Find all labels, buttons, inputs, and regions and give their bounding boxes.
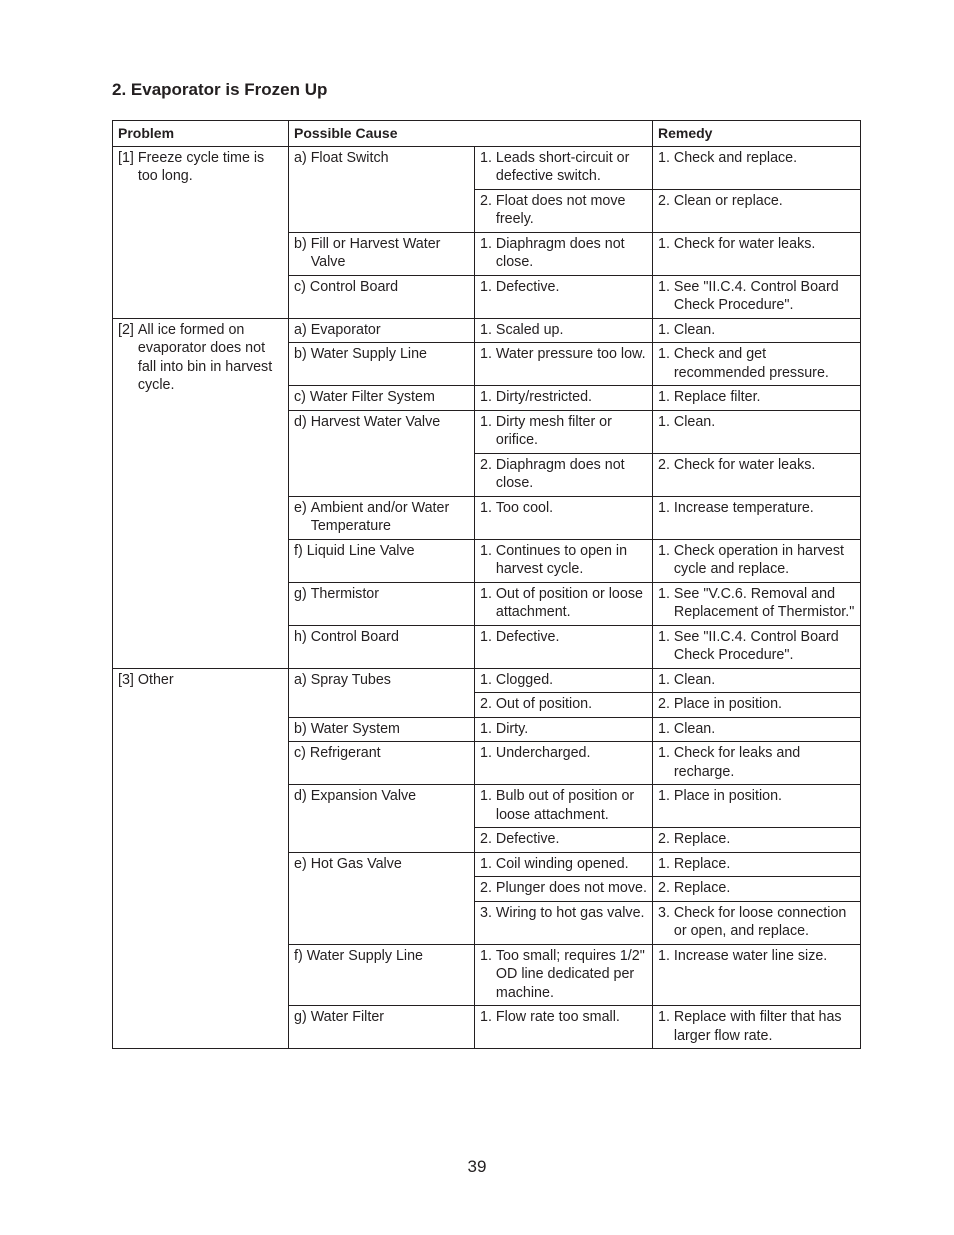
cause-number: b) <box>294 346 311 362</box>
remedy <box>658 787 856 806</box>
cause-detail-number: 1. <box>480 745 496 761</box>
cause-detail-number: 1. <box>480 149 496 166</box>
cause-detail-number: 1. <box>480 413 496 430</box>
remedy <box>658 542 856 579</box>
remedy-cell <box>653 453 861 496</box>
remedy-cell <box>653 625 861 668</box>
cause-cell <box>289 944 475 1006</box>
cause-detail-number: 1. <box>480 585 496 602</box>
cause-detail <box>480 671 648 690</box>
cause-text: Control Board <box>309 278 399 295</box>
problem-cell <box>113 318 289 668</box>
cause-detail-number: 1. <box>480 499 496 516</box>
cause-number: d) <box>294 413 311 430</box>
remedy-number: 2. <box>658 831 674 847</box>
remedy-cell <box>653 582 861 625</box>
remedy-cell <box>653 189 861 232</box>
remedy <box>658 904 856 941</box>
cause-detail-text: Bulb out of position or loose attachment. <box>495 788 635 823</box>
remedy-cell <box>653 386 861 411</box>
remedy-cell <box>653 668 861 693</box>
cause-detail-number: 2. <box>480 831 496 847</box>
remedy-number: 1. <box>658 499 674 516</box>
remedy-cell <box>653 1006 861 1049</box>
cause-detail-text: Dirty/restricted. <box>495 389 593 405</box>
remedy-number: 1. <box>658 542 674 559</box>
cause-detail-cell <box>475 901 653 944</box>
cause-number: c) <box>294 745 310 761</box>
cause-detail-cell <box>475 582 653 625</box>
cause-number: g) <box>294 1009 311 1025</box>
cause-detail <box>480 149 648 186</box>
cause-cell <box>289 318 475 343</box>
remedy-number: 1. <box>658 788 674 804</box>
cause-number: b) <box>294 720 311 737</box>
cause-cell <box>289 625 475 668</box>
remedy-text: Increase temperature. <box>673 499 814 516</box>
remedy <box>658 585 856 622</box>
cause-detail-text: Undercharged. <box>495 745 591 761</box>
cause-number: e) <box>294 855 311 872</box>
cause-detail-number: 2. <box>480 192 496 209</box>
remedy-number: 1. <box>658 346 674 362</box>
cause-detail-text: Leads short-circuit or defective switch. <box>495 149 630 184</box>
cause-detail-number: 1. <box>480 855 496 872</box>
cause-number: c) <box>294 389 310 405</box>
cause <box>294 235 470 272</box>
cause-number: c) <box>294 278 310 295</box>
cause-cell <box>289 410 475 496</box>
remedy-text: Replace with filter that has larger flow rate. <box>673 1009 842 1044</box>
cause-detail <box>480 1008 648 1027</box>
cause-cell <box>289 668 475 717</box>
cause-detail-text: Defective. <box>495 831 560 847</box>
cause-detail-cell <box>475 668 653 693</box>
table-header-row <box>113 121 861 147</box>
cause-detail-cell <box>475 785 653 828</box>
cause-detail-number: 1. <box>480 947 496 964</box>
cause <box>294 542 470 561</box>
remedy-number: 3. <box>658 904 674 921</box>
cause-detail <box>480 830 648 849</box>
cause-detail-text: Water pressure too low. <box>495 346 646 362</box>
remedy-text: Place in position. <box>673 696 782 712</box>
cause-text: Hot Gas Valve <box>310 855 402 872</box>
cause-text: Water System <box>310 720 400 737</box>
cause-detail-cell <box>475 343 653 386</box>
remedy-text: See "V.C.6. Removal and Replacement of Thermistor." <box>673 585 855 620</box>
cause-detail <box>480 787 648 824</box>
remedy-text: Check for water leaks. <box>673 235 816 252</box>
remedy <box>658 192 856 211</box>
cause-text: Evaporator <box>310 321 381 338</box>
cause-detail-text: Wiring to hot gas valve. <box>495 904 645 921</box>
remedy-cell <box>653 146 861 189</box>
remedy <box>658 830 856 849</box>
remedy-cell <box>653 901 861 944</box>
cause-detail-text: Scaled up. <box>495 321 564 338</box>
remedy <box>658 720 856 739</box>
cause-detail-text: Too small; requires 1/2" OD line dedicated per machine. <box>495 947 645 1001</box>
cause-cell <box>289 1006 475 1049</box>
cause-detail-text: Dirty. <box>495 720 529 737</box>
header-problem: Problem <box>113 121 289 147</box>
cause-number: h) <box>294 628 311 645</box>
remedy-cell <box>653 717 861 742</box>
cause-detail-cell <box>475 318 653 343</box>
remedy-number: 2. <box>658 192 674 209</box>
cause-cell <box>289 785 475 853</box>
remedy <box>658 671 856 690</box>
cause-text: Harvest Water Valve <box>310 413 441 430</box>
cause-text: Control Board <box>310 628 399 645</box>
cause-detail-text: Diaphragm does not close. <box>495 235 625 270</box>
cause-detail-cell <box>475 717 653 742</box>
cause-detail <box>480 947 648 1003</box>
cause-cell <box>289 539 475 582</box>
cause <box>294 855 470 874</box>
remedy <box>658 388 856 407</box>
remedy <box>658 695 856 714</box>
cause-text: Water Filter System <box>309 389 435 405</box>
remedy-cell <box>653 343 861 386</box>
cause-detail-number: 1. <box>480 788 496 804</box>
header-possible-cause: Possible Cause <box>289 121 653 147</box>
cause-detail <box>480 585 648 622</box>
remedy-text: Replace filter. <box>673 389 761 405</box>
cause <box>294 345 470 364</box>
cause-detail-number: 1. <box>480 671 496 688</box>
cause-cell <box>289 852 475 944</box>
remedy-number: 1. <box>658 321 674 338</box>
remedy-number: 2. <box>658 456 674 473</box>
cause-detail-cell <box>475 386 653 411</box>
remedy-number: 1. <box>658 671 674 688</box>
cause-text: Expansion Valve <box>310 788 417 804</box>
remedy-cell <box>653 232 861 275</box>
remedy <box>658 321 856 340</box>
cause-number: b) <box>294 235 311 252</box>
cause-detail-number: 1. <box>480 321 496 338</box>
remedy <box>658 149 856 168</box>
cause-number: e) <box>294 499 311 516</box>
cause <box>294 321 470 340</box>
cause-detail-number: 1. <box>480 346 496 362</box>
cause-cell <box>289 146 475 232</box>
cause-detail-number: 3. <box>480 904 496 921</box>
problem-text: All ice formed on evaporator does not fall into bin in harvest cycle. <box>137 321 273 393</box>
cause-detail-number: 2. <box>480 696 496 712</box>
remedy <box>658 628 856 665</box>
cause-detail-number: 2. <box>480 880 496 896</box>
cause-detail-cell <box>475 944 653 1006</box>
remedy-cell <box>653 852 861 877</box>
cause-detail-text: Too cool. <box>495 499 554 516</box>
cause-detail-cell <box>475 828 653 853</box>
cause-detail-cell <box>475 189 653 232</box>
remedy-cell <box>653 785 861 828</box>
remedy-number: 2. <box>658 696 674 712</box>
cause-number: a) <box>294 671 311 688</box>
cause <box>294 388 470 407</box>
remedy-number: 1. <box>658 855 674 872</box>
table-row <box>113 318 861 343</box>
cause-text: Liquid Line Valve <box>306 542 415 559</box>
remedy-text: See "II.C.4. Control Board Check Procedure". <box>673 628 839 663</box>
cause <box>294 499 470 536</box>
remedy <box>658 744 856 781</box>
cause-detail-text: Defective. <box>495 628 560 645</box>
cause-detail <box>480 744 648 763</box>
remedy-text: See "II.C.4. Control Board Check Procedure". <box>673 278 839 313</box>
cause-detail-number: 1. <box>480 628 496 645</box>
remedy <box>658 947 856 966</box>
remedy <box>658 456 856 475</box>
cause-detail-cell <box>475 693 653 718</box>
table-body <box>113 146 861 1049</box>
remedy <box>658 879 856 898</box>
problem <box>118 671 284 690</box>
remedy-text: Check and replace. <box>673 149 798 166</box>
problem-number: [1] <box>118 149 138 166</box>
cause-detail-cell <box>475 539 653 582</box>
problem-text: Other <box>137 671 174 688</box>
cause-cell <box>289 343 475 386</box>
cause <box>294 744 470 763</box>
cause-text: Spray Tubes <box>310 671 391 688</box>
remedy-text: Replace. <box>673 880 731 896</box>
remedy <box>658 345 856 382</box>
remedy-number: 1. <box>658 585 674 602</box>
problem-number: [2] <box>118 321 138 338</box>
cause-detail-number: 1. <box>480 389 496 405</box>
cause-detail-cell <box>475 625 653 668</box>
cause-detail-cell <box>475 275 653 318</box>
cause-detail-cell <box>475 146 653 189</box>
remedy-number: 1. <box>658 1009 674 1025</box>
cause-detail-text: Diaphragm does not close. <box>495 456 625 491</box>
cause-detail-cell <box>475 1006 653 1049</box>
cause-cell <box>289 717 475 742</box>
cause-detail <box>480 904 648 923</box>
remedy-cell <box>653 828 861 853</box>
problem-cell <box>113 668 289 1049</box>
remedy-number: 1. <box>658 628 674 645</box>
remedy-cell <box>653 944 861 1006</box>
problem-number: [3] <box>118 671 138 688</box>
cause-detail-number: 1. <box>480 235 496 252</box>
cause-cell <box>289 386 475 411</box>
cause-detail-text: Out of position or loose attachment. <box>495 585 643 620</box>
remedy <box>658 235 856 254</box>
cause-number: g) <box>294 585 311 602</box>
cause-detail-cell <box>475 496 653 539</box>
cause-detail-number: 1. <box>480 278 496 295</box>
cause-detail <box>480 413 648 450</box>
cause-detail <box>480 278 648 297</box>
cause <box>294 947 470 966</box>
remedy-number: 1. <box>658 947 674 964</box>
cause-detail-number: 1. <box>480 542 496 559</box>
remedy <box>658 855 856 874</box>
cause-number: f) <box>294 947 307 964</box>
remedy-number: 1. <box>658 235 674 252</box>
cause-detail <box>480 855 648 874</box>
cause-detail-text: Plunger does not move. <box>495 880 647 896</box>
cause-detail-text: Continues to open in harvest cycle. <box>495 542 628 577</box>
problem-text: Freeze cycle time is too long. <box>137 149 265 184</box>
remedy-text: Clean. <box>673 413 716 430</box>
remedy-cell <box>653 275 861 318</box>
remedy-number: 1. <box>658 278 674 295</box>
cause-detail-number: 1. <box>480 720 496 737</box>
cause-detail <box>480 542 648 579</box>
cause-cell <box>289 496 475 539</box>
cause-detail-number: 1. <box>480 1009 496 1025</box>
remedy-cell <box>653 410 861 453</box>
remedy-text: Check for water leaks. <box>673 456 816 473</box>
remedy-cell <box>653 742 861 785</box>
problem-cell <box>113 146 289 318</box>
remedy-text: Check for leaks and recharge. <box>673 745 801 780</box>
remedy-cell <box>653 539 861 582</box>
cause-detail <box>480 456 648 493</box>
problem <box>118 321 284 395</box>
cause <box>294 585 470 604</box>
cause-text: Water Filter <box>310 1009 385 1025</box>
cause-text: Thermistor <box>310 585 380 602</box>
remedy-cell <box>653 693 861 718</box>
remedy-text: Place in position. <box>673 788 782 804</box>
cause-detail <box>480 321 648 340</box>
remedy-number: 1. <box>658 149 674 166</box>
remedy <box>658 278 856 315</box>
header-remedy: Remedy <box>653 121 861 147</box>
cause-cell <box>289 275 475 318</box>
remedy-text: Check for loose connection or open, and replace. <box>673 904 847 939</box>
cause-text: Fill or Harvest Water Valve <box>310 235 441 270</box>
cause-detail-cell <box>475 852 653 877</box>
remedy-text: Clean. <box>673 321 716 338</box>
cause <box>294 628 470 647</box>
page-title: 2. Evaporator is Frozen Up <box>112 80 328 99</box>
cause-detail-text: Flow rate too small. <box>495 1009 620 1025</box>
cause <box>294 1008 470 1027</box>
cause-number: d) <box>294 788 311 804</box>
cause-cell <box>289 582 475 625</box>
cause-detail-cell <box>475 232 653 275</box>
problem <box>118 149 284 186</box>
remedy-cell <box>653 877 861 902</box>
cause-detail-number: 2. <box>480 456 496 473</box>
cause-detail-text: Float does not move freely. <box>495 192 626 227</box>
cause <box>294 413 470 432</box>
remedy-text: Increase water line size. <box>673 947 828 964</box>
remedy-text: Clean or replace. <box>673 192 783 209</box>
cause <box>294 720 470 739</box>
remedy-number: 1. <box>658 745 674 761</box>
troubleshooting-table <box>112 120 861 1049</box>
table-row <box>113 146 861 189</box>
cause-number: a) <box>294 321 311 338</box>
cause-detail-cell <box>475 410 653 453</box>
cause-detail-text: Coil winding opened. <box>495 855 629 872</box>
remedy-text: Replace. <box>673 855 731 872</box>
cause-number: a) <box>294 149 311 166</box>
remedy <box>658 499 856 518</box>
table-row <box>113 668 861 693</box>
cause-detail <box>480 235 648 272</box>
remedy-number: 1. <box>658 720 674 737</box>
cause-detail <box>480 388 648 407</box>
cause-text: Refrigerant <box>309 745 381 761</box>
cause-text: Ambient and/or Water Temperature <box>310 499 450 534</box>
cause <box>294 787 470 806</box>
cause-detail <box>480 695 648 714</box>
cause-text: Water Supply Line <box>306 947 424 964</box>
cause <box>294 278 470 297</box>
cause-detail-cell <box>475 453 653 496</box>
remedy-cell <box>653 318 861 343</box>
page-number: 39 <box>467 1157 487 1176</box>
remedy-text: Check operation in harvest cycle and replace. <box>673 542 844 577</box>
cause-detail <box>480 192 648 229</box>
cause <box>294 149 470 168</box>
cause-cell <box>289 742 475 785</box>
cause-detail-cell <box>475 742 653 785</box>
remedy <box>658 413 856 432</box>
cause-detail <box>480 499 648 518</box>
cause-detail <box>480 720 648 739</box>
cause-detail <box>480 879 648 898</box>
cause-detail-text: Defective. <box>495 278 560 295</box>
remedy-text: Clean. <box>673 671 716 688</box>
cause <box>294 671 470 690</box>
remedy-text: Clean. <box>673 720 716 737</box>
cause-detail-text: Dirty mesh filter or orifice. <box>495 413 612 448</box>
remedy-text: Replace. <box>673 831 731 847</box>
cause-detail-text: Clogged. <box>495 671 554 688</box>
remedy <box>658 1008 856 1045</box>
cause-text: Water Supply Line <box>310 346 427 362</box>
cause-detail <box>480 628 648 647</box>
remedy-number: 1. <box>658 389 674 405</box>
cause-cell <box>289 232 475 275</box>
cause-text: Float Switch <box>310 149 389 166</box>
remedy-cell <box>653 496 861 539</box>
cause-detail <box>480 345 648 364</box>
remedy-number: 2. <box>658 880 674 896</box>
cause-number: f) <box>294 542 307 559</box>
cause-detail-cell <box>475 877 653 902</box>
remedy-text: Check and get recommended pressure. <box>673 346 829 381</box>
cause-detail-text: Out of position. <box>495 696 593 712</box>
remedy-number: 1. <box>658 413 674 430</box>
